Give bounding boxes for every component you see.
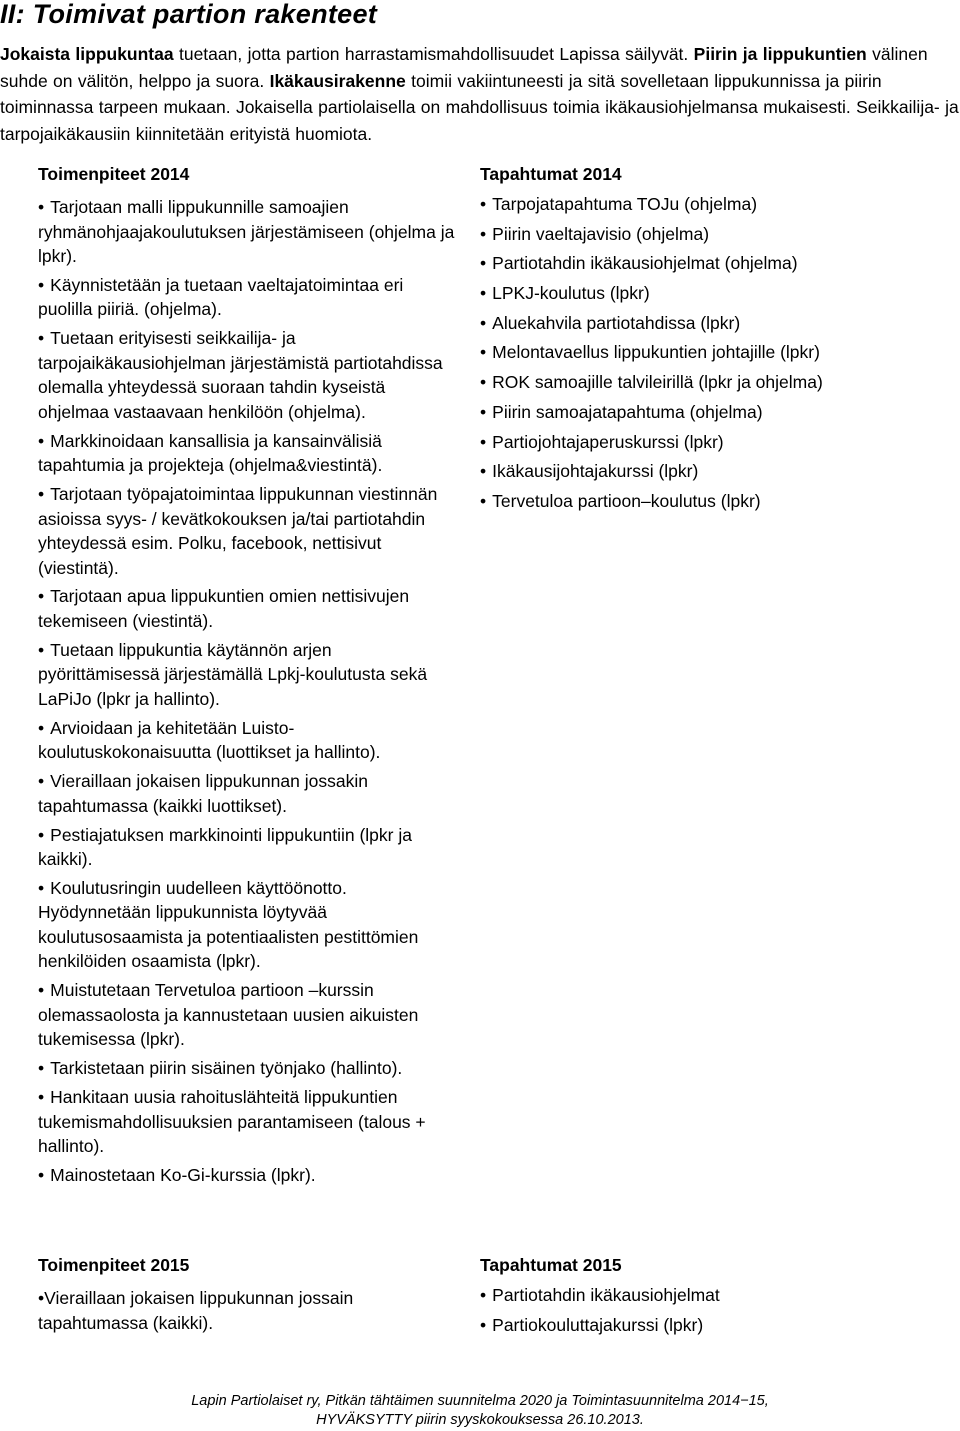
bullet-icon: •: [38, 1058, 45, 1079]
list-item-text: Partiokouluttajakurssi (lpkr): [492, 1314, 704, 1335]
list-item: [38, 326, 458, 424]
list-item: [38, 978, 458, 1052]
list-item: [480, 222, 950, 246]
list-item-text: Koulutusringin uudelleen käyttöönotto. Hyödynnetään lippukunnista löytyvää koulutusosaamista ja potentiaalisten pestittömien henkilöiden osaamista (lpkr).: [38, 877, 419, 972]
bullet-icon: •: [38, 980, 45, 1001]
bullet-icon: •: [38, 824, 45, 845]
bullet-icon: •: [480, 490, 487, 511]
list-item: [38, 1056, 458, 1081]
bullet-icon: •: [38, 197, 45, 217]
bullet-icon: •: [480, 1285, 487, 1305]
bullet-icon: •: [480, 461, 487, 482]
intro-bold-3: Ikäkausirakenne: [269, 70, 406, 91]
list-item: [38, 1286, 458, 1335]
page-title: II: Toimivat partion rakenteet: [0, 0, 378, 29]
list-item-text: Muistutetaan Tervetuloa partioon –kurssin olemassaolosta ja kannustetaan uusien aikuisten tukemisessa (lpkr).: [38, 980, 419, 1050]
intro-text-1: tuetaan, jotta partion harrastamismahdollisuudet Lapissa säilyvät.: [173, 44, 694, 64]
bullet-icon: •: [480, 342, 487, 363]
list-item-text: Arvioidaan ja kehitetään Luisto-koulutuskokonaisuutta (luottikset ja hallinto).: [38, 717, 381, 763]
bullet-icon: •: [38, 1164, 45, 1185]
events-2015-heading: Tapahtumat 2015: [480, 1255, 622, 1275]
list-item-text: Mainostetaan Ko-Gi-kurssia (lpkr).: [50, 1164, 316, 1185]
intro-paragraph: [0, 41, 960, 147]
bullet-icon: •: [480, 223, 487, 244]
bullet-icon: •: [38, 430, 45, 451]
footer-line-2: HYVÄKSYTTY piirin syyskokouksessa 26.10.2013.: [316, 1412, 644, 1428]
actions-2014-heading: Toimenpiteet 2014: [38, 164, 190, 184]
list-item-text: Tarkistetaan piirin sisäinen työnjako (hallinto).: [50, 1058, 403, 1079]
intro-text-2: välinen suhde on välitön, helppo ja suora.: [0, 44, 928, 91]
list-item: [480, 400, 950, 424]
list-item-text: Käynnistetään ja tuetaan vaeltajatoimintaa eri puolilla piiriä. (ohjelma).: [38, 274, 404, 320]
list-item: [38, 482, 458, 580]
list-item: [38, 195, 458, 269]
list-item: [480, 1313, 950, 1337]
list-item-text: Partiojohtajaperuskurssi (lpkr): [492, 431, 724, 452]
list-item-text: Markkinoidaan kansallisia ja kansainvälisiä tapahtumia ja projekteja (ohjelma&viestintä).: [38, 430, 383, 476]
list-item-text: Tarjotaan malli lippukunnille samoajien ryhmänohjaajakoulutuksen järjestämiseen (ohjelma ja lpkr).: [38, 197, 455, 266]
list-item: [38, 429, 458, 478]
list-item: [38, 823, 458, 872]
list-item-text: Tuetaan erityisesti seikkailija- ja tarpojaikäkausiohjelman järjestämistä partiotahdissa olemalla yhteydessä suoraan tahdin kyseistä ohjelmaa vastaavaan henkilöön (ohjelma).: [38, 328, 443, 422]
list-item-text: Pestiajatuksen markkinointi lippukuntiin (lpkr ja kaikki).: [38, 824, 412, 870]
list-item: [480, 370, 950, 394]
bullet-icon: •: [38, 717, 45, 738]
bullet-icon: •: [38, 1087, 45, 1108]
list-item-text: ROK samoajille talvileirillä (lpkr ja ohjelma): [492, 372, 823, 393]
bullet-icon: •: [38, 771, 45, 792]
list-item-text: Partiotahdin ikäkausiohjelmat (ohjelma): [492, 253, 798, 274]
bullet-icon: •: [480, 1314, 487, 1335]
list-item: [38, 876, 458, 974]
actions-2014-list: [38, 195, 458, 1187]
list-item: [480, 251, 950, 275]
list-item: [480, 1283, 950, 1307]
list-item-text: Aluekahvila partiotahdissa (lpkr): [492, 312, 741, 333]
list-item-text: Tarjotaan työpajatoimintaa lippukunnan viestinnän asioissa syys- / kevätkokouksen ja/tai partiotahdin yhteydessä esim. Polku, facebook, nettisivut (viestintä).: [38, 484, 438, 578]
intro-bold-2: Piirin ja lippukuntien: [693, 44, 867, 64]
page-footer: [0, 1392, 960, 1430]
actions-2014-section: [38, 162, 458, 1192]
bullet-icon: •: [480, 283, 487, 304]
bullet-icon: •: [480, 194, 487, 214]
list-item-text: Vieraillaan jokaisen lippukunnan jossakin tapahtumassa (kaikki luottikset).: [38, 771, 368, 816]
list-item: [38, 1085, 458, 1159]
list-item: [38, 638, 458, 712]
list-item-text: Piirin vaeltajavisio (ohjelma): [492, 223, 710, 244]
list-item: [38, 273, 458, 322]
intro-text-3: toimii vakiintuneesti ja sitä sovelletaan lippukunnissa ja piirin toiminnassa tarpeen mukaan. Jokaisella partiolaisella on mahdollisuus toimia ikäkausiohjelmansa mukaisesti. Seikkailija- ja tarpojaikäkausiin kiinnitetään erityistä huomiota.: [0, 70, 959, 144]
list-item-text: Tarjotaan apua lippukuntien omien nettisivujen tekemiseen (viestintä).: [38, 586, 410, 631]
list-item: [480, 489, 950, 513]
bullet-icon: •: [38, 877, 45, 898]
list-item: [38, 769, 458, 818]
actions-2015-heading: Toimenpiteet 2015: [38, 1255, 190, 1275]
bullet-icon: •: [480, 372, 487, 393]
bullet-icon: •: [480, 253, 487, 274]
list-item: [480, 192, 950, 216]
list-item-text: Tervetuloa partioon–koulutus (lpkr): [492, 490, 761, 511]
list-item-text: Piirin samoajatapahtuma (ohjelma): [492, 401, 763, 422]
list-item: [480, 459, 950, 483]
events-2015-section: [480, 1253, 950, 1342]
list-item: [38, 716, 458, 765]
list-item: [38, 1163, 458, 1188]
bullet-icon: •: [480, 401, 487, 422]
bullet-icon: •: [480, 312, 487, 333]
actions-2015-section: [38, 1253, 458, 1339]
bullet-icon: •: [38, 484, 45, 505]
list-item: [38, 584, 458, 633]
bullet-icon: •: [38, 639, 45, 660]
list-item-text: Partiotahdin ikäkausiohjelmat: [492, 1285, 720, 1305]
list-item-text: Tarpojatapahtuma TOJu (ohjelma): [492, 194, 758, 214]
list-item: [480, 281, 950, 305]
list-item: [480, 340, 950, 364]
bullet-icon: •: [38, 274, 45, 295]
events-2014-list: [480, 192, 950, 513]
list-item-text: LPKJ-koulutus (lpkr): [492, 283, 650, 304]
bullet-icon: •: [38, 586, 45, 607]
bullet-icon: •: [38, 1288, 45, 1308]
events-2014-section: [480, 162, 950, 519]
list-item: [480, 311, 950, 335]
list-item-text: Ikäkausijohtajakurssi (lpkr): [492, 461, 699, 482]
events-2015-list: [480, 1283, 950, 1337]
bullet-icon: •: [38, 328, 45, 349]
list-item: [480, 430, 950, 454]
list-item-text: Melontavaellus lippukuntien johtajille (lpkr): [492, 342, 820, 363]
list-item-text: Tuetaan lippukuntia käytännön arjen pyörittämisessä järjestämällä Lpkj-koulutusta sekä LaPiJo (lpkr ja hallinto).: [38, 639, 428, 709]
intro-bold-1: Jokaista lippukuntaa: [0, 44, 174, 64]
bullet-icon: •: [480, 431, 487, 452]
list-item-text: Hankitaan uusia rahoituslähteitä lippukuntien tukemismahdollisuuksien parantamiseen (talous + hallinto).: [38, 1087, 426, 1157]
list-item-text: Vieraillaan jokaisen lippukunnan jossain tapahtumassa (kaikki).: [38, 1288, 354, 1333]
events-2014-heading: Tapahtumat 2014: [480, 164, 622, 184]
actions-2015-list: [38, 1286, 458, 1335]
footer-line-1: Lapin Partiolaiset ry, Pitkän tähtäimen suunnitelma 2020 ja Toimintasuunnitelma 2014−15,: [191, 1393, 769, 1409]
